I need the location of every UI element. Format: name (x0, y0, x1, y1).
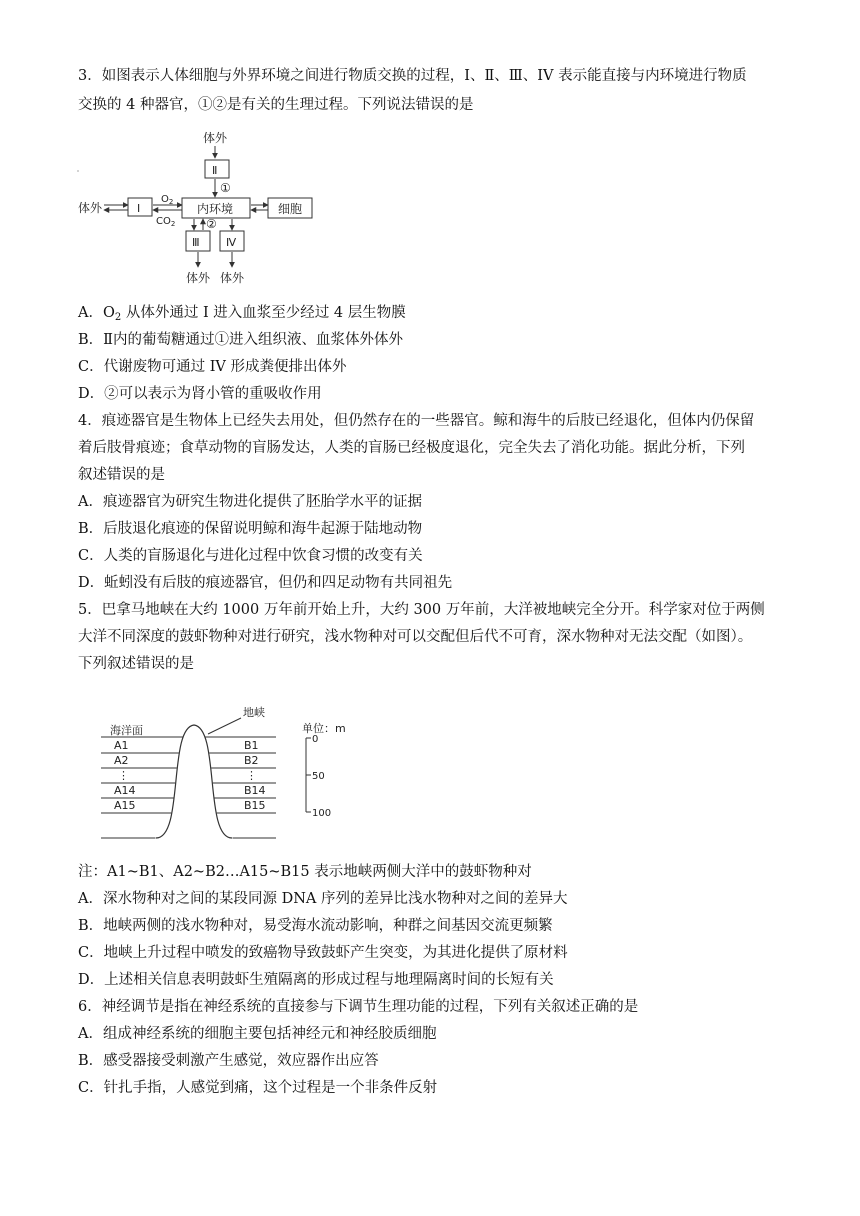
q6-option-b: B．感受器接受刺激产生感觉，效应器作出应答 (78, 1053, 379, 1069)
isthmus-label: 地峡 (243, 706, 265, 719)
svg-text:O2 (161, 194, 173, 206)
a-ellipsis: ⋮ (118, 769, 129, 782)
q5-stem-line-1: 5．巴拿马地峡在大约 1000 万年前开始上升，大约 300 万年前，大洋被地峡完全分开。科学家对位于两侧 (78, 602, 765, 618)
q4-option-c: C．人类的盲肠退化与进化过程中饮食习惯的改变有关 (78, 548, 423, 564)
q5-option-a: A．深水物种对之间的某段同源 DNA 序列的差异比浅水物种对之间的差异大 (78, 891, 568, 907)
b14-label: B14 (244, 784, 266, 797)
q5-option-d: D．上述相关信息表明鼓虾生殖隔离的形成过程与地理隔离时间的长短有关 (78, 972, 554, 988)
q4-stem-line-3: 叙述错误的是 (78, 467, 165, 483)
b1-label: B1 (244, 739, 259, 752)
q3-exchange-diagram (70, 122, 330, 292)
organ-2-label: Ⅱ (212, 164, 218, 177)
q3-option-a: A．$O_2$ 从体外通过 I 进入血浆至少经过 4 层生物膜 (78, 305, 406, 323)
co2-subscript: 2 (170, 220, 176, 228)
a2-label: A2 (114, 754, 129, 767)
co2-label: CO (156, 216, 171, 227)
q5-option-c: C．地峡上升过程中喷发的致癌物导致鼓虾产生突变，为其进化提供了原材料 (78, 945, 568, 961)
q6-option-a: A．组成神经系统的细胞主要包括神经元和神经胶质细胞 (78, 1026, 437, 1042)
q3-stem-line-1: 3．如图表示人体细胞与外界环境之间进行物质交换的过程，I、Ⅱ、Ⅲ、IV 表示能直接与内环境进行物质 (78, 68, 747, 84)
a14-label: A14 (114, 784, 136, 797)
q5-note: 注：A1~B1、A2~B2…A15~B15 表示地峡两侧大洋中的鼓虾物种对 (78, 864, 532, 880)
q3-option-d: D．②可以表示为肾小管的重吸收作用 (78, 386, 322, 402)
outside-bottom-1-label: 体外 (186, 271, 211, 285)
organ-1-label: I (137, 202, 141, 215)
a1-label: A1 (114, 739, 129, 752)
a15-label: A15 (114, 799, 136, 812)
q5-stem-line-2: 大洋不同深度的鼓虾物种对进行研究，浅水物种对可以交配但后代不可育，深水物种对无法交配（如图）。 (78, 629, 753, 645)
q6-stem-line-1: 6．神经调节是指在神经系统的直接参与下调节生理功能的过程，下列有关叙述正确的是 (78, 999, 639, 1015)
q5-option-b: B．地峡两侧的浅水物种对，易受海水流动影响，种群之间基因交流更频繁 (78, 918, 553, 934)
scale-50: 50 (312, 771, 325, 782)
q4-option-d: D．蚯蚓没有后肢的痕迹器官，但仍和四足动物有共同祖先 (78, 575, 453, 591)
outside-bottom-2-label: 体外 (220, 271, 245, 285)
q4-option-b: B．后肢退化痕迹的保留说明鲸和海牛起源于陆地动物 (78, 521, 423, 537)
q5-isthmus-figure (96, 698, 356, 842)
organ-3-label: Ⅲ (192, 236, 200, 249)
scale-100: 100 (312, 808, 332, 819)
o2-label: O (161, 194, 169, 205)
q5-stem-line-3: 下列叙述错误的是 (78, 656, 194, 672)
b-ellipsis: ⋮ (246, 769, 257, 782)
internal-environment-label: 内环境 (197, 202, 234, 216)
process-1-label: ① (220, 181, 231, 195)
q3-stem-line-2: 交换的 4 种器官，①②是有关的生理过程。下列说法错误的是 (78, 97, 474, 113)
q3-option-b: B．Ⅱ内的葡萄糖通过①进入组织液、血浆体外体外 (78, 332, 404, 348)
o2-subscript: 2 (168, 198, 174, 206)
b2-label: B2 (244, 754, 259, 767)
unit-label: 单位：m (302, 722, 346, 735)
outside-top-label: 体外 (203, 131, 228, 145)
sea-level-label: 海洋面 (110, 724, 143, 737)
scale-0: 0 (312, 734, 319, 745)
organ-4-label: Ⅳ (226, 236, 237, 249)
process-2-label: ② (206, 217, 217, 231)
q6-option-c: C．针扎手指，人感觉到痛，这个过程是一个非条件反射 (78, 1080, 438, 1096)
b15-label: B15 (244, 799, 266, 812)
q4-stem-line-2: 着后肢骨痕迹；食草动物的盲肠发达，人类的盲肠已经极度退化，完全失去了消化功能。据此分析，下列 (78, 440, 745, 456)
q4-option-a: A．痕迹器官为研究生物进化提供了胚胎学水平的证据 (78, 494, 422, 510)
cell-label: 细胞 (278, 202, 303, 216)
q4-stem-line-1: 4．痕迹器官是生物体上已经失去用处，但仍然存在的一些器官。鲸和海牛的后肢已经退化，但体内仍保留 (78, 413, 755, 429)
outside-left-label: 体外 (78, 201, 103, 215)
svg-text:CO2 (156, 216, 175, 228)
q3-option-c: C．代谢废物可通过 IV 形成粪便排出体外 (78, 359, 347, 375)
